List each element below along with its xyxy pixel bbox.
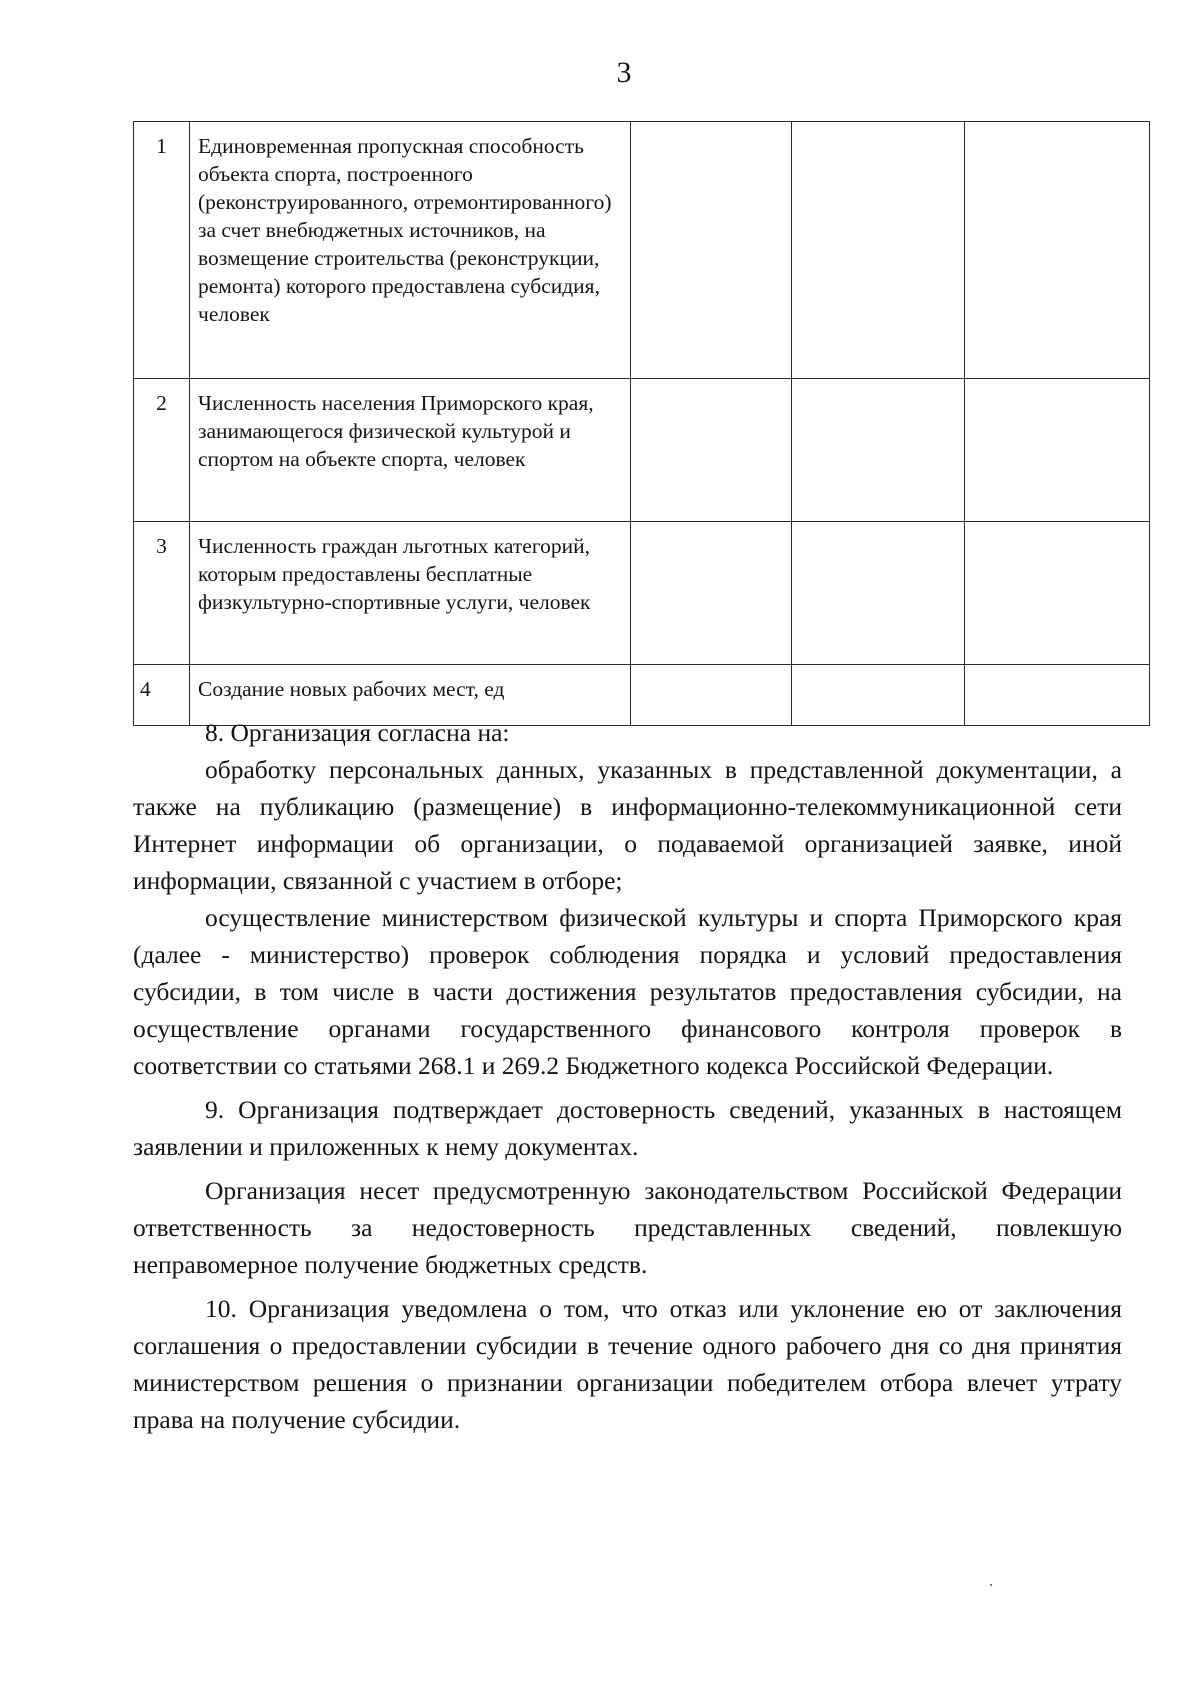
value-cell: [792, 379, 965, 522]
table-row: [134, 122, 1150, 379]
value-cell: [965, 522, 1150, 665]
section-8-consent-data-processing: обработку персональных данных, указанных в представленной документации, а также на публикацию (размещение) в информационно-телекоммуникационной сети Интернет информации об организации, о подаваемой организацией заявке, иной информации, связанной с участием в отборе;: [133, 755, 1122, 895]
indicator-name: Единовременная пропускная способность объекта спорта, построенного (реконструированного, отремонтированного) за счет внебюджетных источников, на возмещение строительства (реконструкции, ремонта) которого предоставлена субсидия, человек: [190, 122, 631, 379]
section-9-liability-paragraph: Организация несет предусмотренную законодательством Российской Федерации ответственность за недостоверность представленных сведений, повлекшую неправомерное получение бюджетных средств.: [133, 1176, 1122, 1279]
document-body: [133, 714, 1122, 1438]
scan-speck: [990, 1584, 992, 1586]
table-row: [134, 379, 1150, 522]
indicator-name: Численность граждан льготных категорий, которым предоставлены бесплатные физкультурно-спортивные услуги, человек: [190, 522, 631, 665]
section-10-paragraph: 10. Организация уведомлена о том, что отказ или уклонение ею от заключения соглашения о предоставлении субсидии в течение одного рабочего дня со дня принятия министерством решения о признании организации победителем отбора влечет утрату права на получение субсидии.: [133, 1294, 1122, 1434]
value-cell: [965, 379, 1150, 522]
row-number: 1: [134, 122, 190, 379]
indicator-name: Создание новых рабочих мест, ед: [190, 665, 631, 726]
value-cell: [631, 122, 792, 379]
row-number: 2: [134, 379, 190, 522]
row-number: 3: [134, 522, 190, 665]
table-row: [134, 522, 1150, 665]
value-cell: [631, 379, 792, 522]
section-8-heading: 8. Организация согласна на:: [205, 718, 510, 747]
value-cell: [792, 122, 965, 379]
value-cell: [792, 522, 965, 665]
value-cell: [631, 522, 792, 665]
page-number: 3: [616, 56, 632, 89]
indicators-table: [133, 121, 1150, 726]
value-cell: [965, 122, 1150, 379]
section-9-paragraph: 9. Организация подтверждает достоверность сведений, указанных в настоящем заявлении и приложенных к нему документах.: [133, 1095, 1122, 1161]
row-number: 4: [134, 665, 190, 726]
section-8-consent-inspections: осуществление министерством физической культуры и спорта Приморского края (далее - министерство) проверок соблюдения порядка и условий предоставления субсидии, в том числе в части достижения результатов предоставления субсидии, на осуществление органами государственного финансового контроля проверок в соответствии со статьями 268.1 и 269.2 Бюджетного кодекса Российской Федерации.: [133, 903, 1122, 1080]
indicator-name: Численность населения Приморского края, занимающегося физической культурой и спортом на объекте спорта, человек: [190, 379, 631, 522]
